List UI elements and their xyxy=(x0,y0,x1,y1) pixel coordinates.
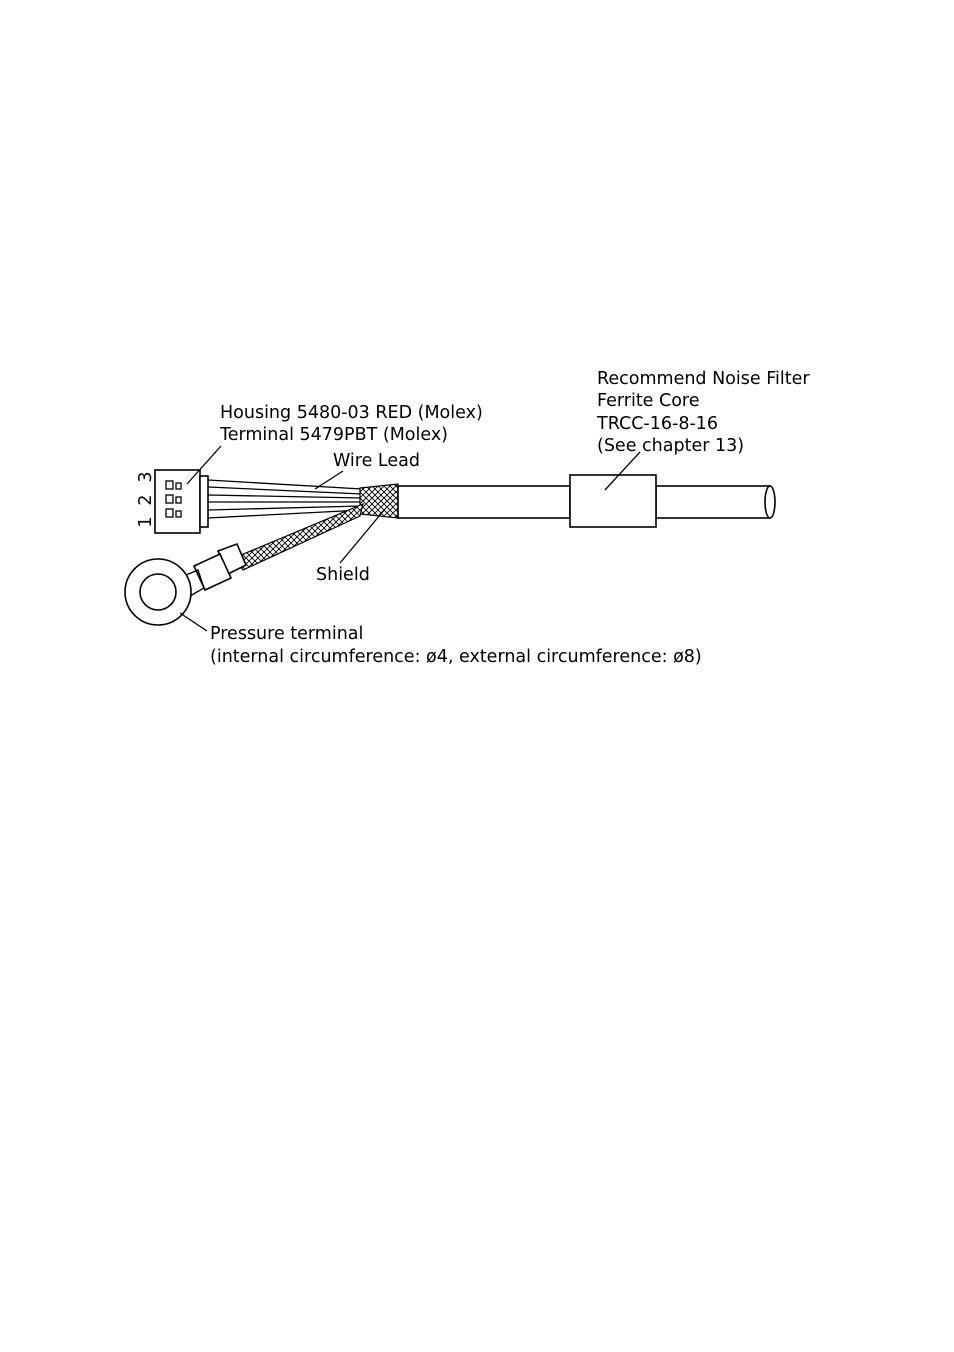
pressure-terminal xyxy=(125,559,204,625)
connector-housing xyxy=(155,470,208,533)
wire-lead-label: Wire Lead xyxy=(333,451,420,471)
shield-braid xyxy=(360,484,398,518)
filter-label-line2: Ferrite Core xyxy=(597,391,700,411)
filter-label-line3: TRCC-16-8-16 xyxy=(597,414,719,434)
leader-lines xyxy=(180,446,640,631)
pin-label-1: 1 xyxy=(136,516,156,528)
terminal-label: Terminal 5479PBT (Molex) xyxy=(220,425,449,445)
shield-label: Shield xyxy=(316,565,370,585)
pin-label-3: 3 xyxy=(136,471,156,483)
ferrite-core xyxy=(570,475,656,527)
pressure-terminal-dimensions: (internal circumference: ø4, external circumference: ø8) xyxy=(210,647,702,667)
housing-label: Housing 5480-03 RED (Molex) xyxy=(220,403,483,423)
filter-label-line1: Recommend Noise Filter xyxy=(597,369,810,389)
pin-label-2: 2 xyxy=(136,494,156,506)
pressure-terminal-label: Pressure terminal xyxy=(210,624,364,644)
filter-label-line4: (See chapter 13) xyxy=(597,436,745,456)
wire-leads xyxy=(208,480,362,518)
